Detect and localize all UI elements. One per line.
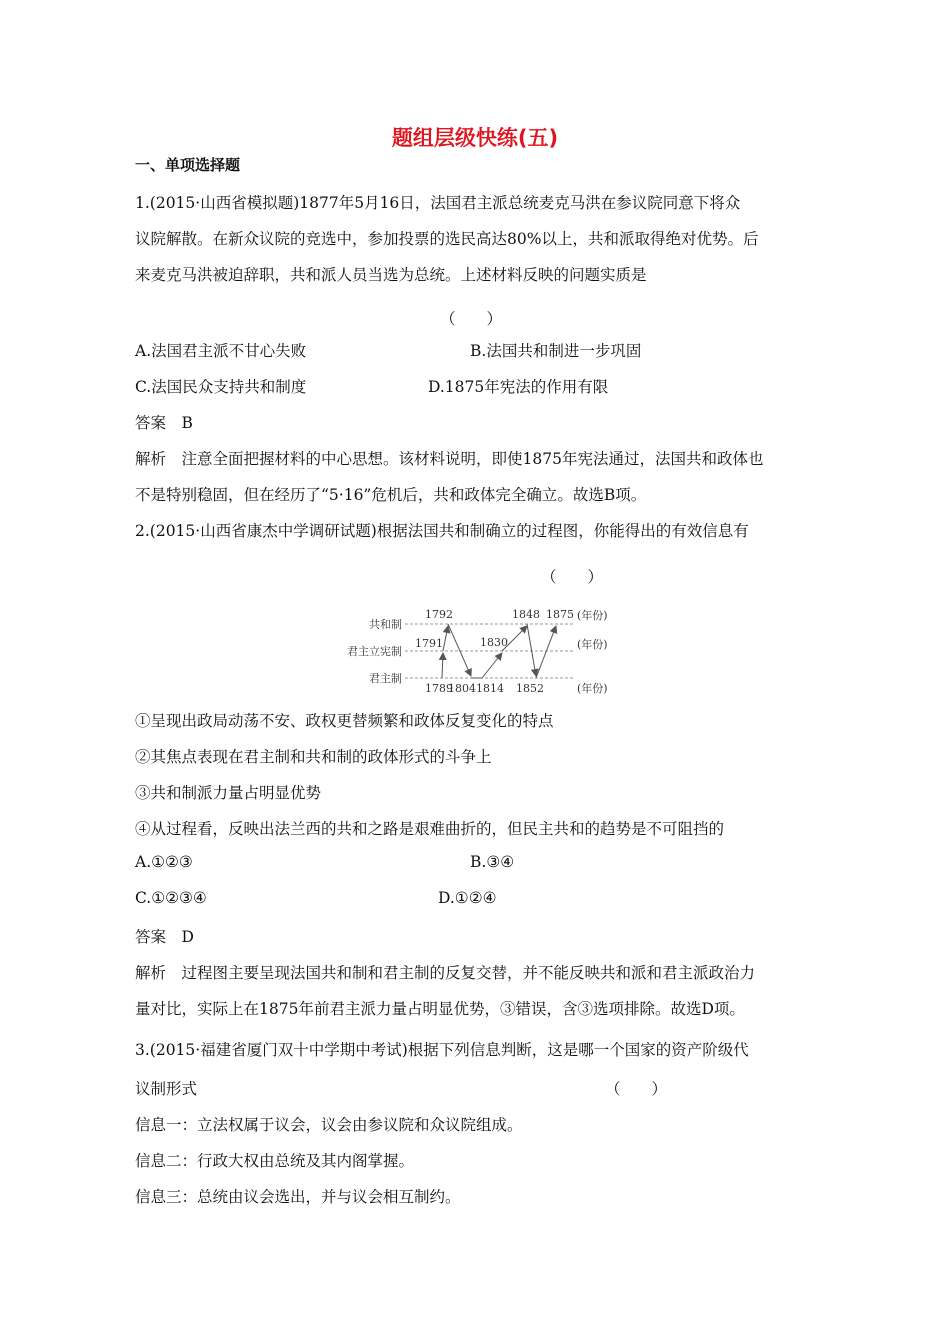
year-1848: 1848 (512, 608, 540, 621)
q2-stem-line1: 2.(2015·山西省康杰中学调研试题)根据法国共和制确立的过程图，你能得出的有效信息有 (135, 522, 749, 540)
q2-option-d: D.①②④ (438, 889, 497, 907)
year-1875: 1875 (546, 608, 574, 621)
label-constitutional: 君主立宪制 (347, 645, 402, 658)
section-heading: 一、单项选择题 (135, 156, 241, 174)
label-monarchy: 君主制 (369, 672, 402, 685)
q3-answer-paren: （ ） (605, 1080, 668, 1098)
q3-info-3: 信息三：总统由议会选出，并与议会相互制约。 (135, 1188, 461, 1206)
q1-analysis-line2: 不是特别稳固，但在经历了“5·16”危机后，共和政体完全确立。故选B项。 (135, 486, 647, 504)
q1-analysis-line1: 解析 注意全面把握材料的中心思想。该材料说明，即使1875年宪法通过，法国共和政体也 (135, 450, 764, 468)
year-1792: 1792 (425, 608, 453, 621)
q1-option-d: D.1875年宪法的作用有限 (428, 378, 609, 396)
page-title: 题组层级快练(五) (391, 126, 559, 150)
q2-analysis-line2: 量对比，实际上在1875年前君主派力量占明显优势，③错误，含③选项排除。故选D项。 (135, 1000, 745, 1018)
q3-stem-line1: 3.(2015·福建省厦门双十中学期中考试)根据下列信息判断，这是哪一个国家的资产阶级代 (135, 1041, 749, 1059)
year-1791: 1791 (415, 637, 443, 650)
year-1814: 1814 (476, 682, 504, 695)
unit-label-bottom: (年份) (577, 682, 608, 695)
year-1830: 1830 (480, 636, 508, 649)
unit-label-mid: (年份) (577, 638, 608, 651)
year-1789: 1789 (425, 682, 453, 695)
q2-statement-1: ①呈现出政局动荡不安、政权更替频繁和政体反复变化的特点 (135, 712, 554, 730)
q3-info-2: 信息二：行政大权由总统及其内阁掌握。 (135, 1152, 415, 1170)
q2-option-c: C.①②③④ (135, 889, 207, 907)
arrow-1789-1791 (442, 653, 443, 678)
arrow-1792-1804 (448, 624, 471, 676)
year-1852: 1852 (516, 682, 544, 695)
q2-answer: 答案 D (135, 928, 194, 946)
q1-option-c: C.法国民众支持共和制度 (135, 378, 307, 396)
q2-statement-3: ③共和制派力量占明显优势 (135, 784, 322, 802)
year-1804: 1804 (448, 682, 476, 695)
q1-option-b: B.法国共和制进一步巩固 (470, 342, 642, 360)
q2-answer-paren: （ ） (541, 568, 604, 586)
q2-statement-4: ④从过程看，反映出法兰西的共和之路是艰难曲折的，但民主共和的趋势是不可阻挡的 (135, 820, 725, 838)
q3-stem-line2: 议制形式 (135, 1080, 198, 1098)
q2-option-a: A.①②③ (135, 853, 193, 871)
arrow-1791-1792 (443, 626, 448, 651)
arrow-1852-1875 (536, 626, 556, 678)
q1-answer: 答案 B (135, 414, 193, 432)
q2-analysis-line1: 解析 过程图主要呈现法国共和制和君主制的反复交替，并不能反映共和派和君主派政治力 (135, 964, 756, 982)
q1-option-a: A.法国君主派不甘心失败 (135, 342, 307, 360)
q2-statement-2: ②其焦点表现在君主制和共和制的政体形式的斗争上 (135, 748, 492, 766)
unit-label-top: (年份) (577, 609, 608, 622)
q2-option-b: B.③④ (470, 853, 515, 871)
q1-stem-line2: 议院解散。在新众议院的竞选中，参加投票的选民高达80%以上，共和派取得绝对优势。后 (135, 230, 759, 248)
arrow-1814-1830 (482, 653, 502, 678)
republic-process-diagram (345, 602, 630, 702)
arrow-1848-1852 (527, 624, 536, 676)
q3-info-1: 信息一：立法权属于议会，议会由参议院和众议院组成。 (135, 1116, 523, 1134)
q1-stem-line1: 1.(2015·山西省模拟题)1877年5月16日，法国君主派总统麦克马洪在参议院同意下将众 (135, 194, 741, 212)
q1-answer-paren: （ ） (440, 310, 503, 328)
q1-stem-line3: 来麦克马洪被迫辞职，共和派人员当选为总统。上述材料反映的问题实质是 (135, 266, 647, 284)
label-republic: 共和制 (369, 618, 402, 631)
